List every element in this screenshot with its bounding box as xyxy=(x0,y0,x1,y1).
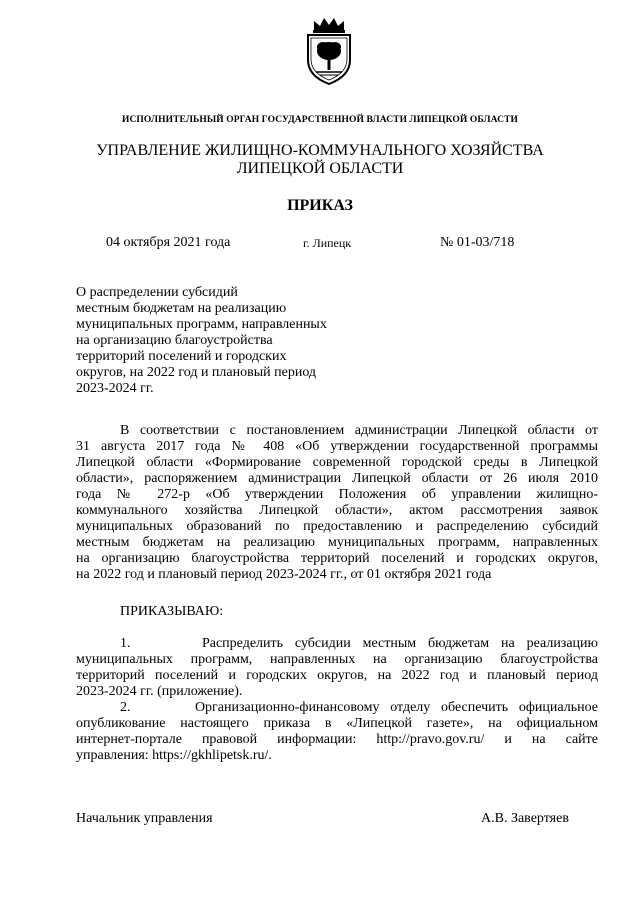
preamble-line: В соответствии с постановлением администрации Липецкой области от xyxy=(120,423,598,438)
document-title: ПРИКАЗ xyxy=(287,197,353,214)
order-items xyxy=(76,636,598,764)
order-item-line: опубликование настоящего приказа в «Липецкой газете», на официальном xyxy=(76,716,598,731)
order-item-line: территорий поселений и городских округов, на 2022 год и плановый период xyxy=(76,668,598,683)
order-item-line: муниципальных программ, направленных на организацию благоустройства xyxy=(76,652,598,667)
preamble-line: на организацию благоустройства территорий поселений и городских округов, xyxy=(76,551,598,566)
preamble-line: года № 272-р «Об утверждении Положения об управлении жилищно- xyxy=(76,487,598,502)
subject-line: 2023-2024 гг. xyxy=(76,381,154,396)
order-word: ПРИКАЗЫВАЮ: xyxy=(120,604,224,619)
org-top-line: ИСПОЛНИТЕЛЬНЫЙ ОРГАН ГОСУДАРСТВЕННОЙ ВЛАСТИ ЛИПЕЦКОЙ ОБЛАСТИ xyxy=(121,115,519,125)
document-date: 04 октября 2021 года xyxy=(106,235,231,250)
preamble-line: на 2022 год и плановый период 2023-2024 гг., от 01 октября 2021 года xyxy=(76,567,492,582)
order-item-line: интернет-портале правовой информации: http://pravo.gov.ru/ и на сайте xyxy=(76,732,598,747)
signatory-position: Начальник управления xyxy=(76,811,213,826)
document-number: № 01-03/718 xyxy=(440,235,515,250)
department-name-line-1: УПРАВЛЕНИЕ ЖИЛИЩНО-КОММУНАЛЬНОГО ХОЗЯЙСТВА xyxy=(96,142,544,159)
order-item-line: управления: https://gkhlipetsk.ru/. xyxy=(76,748,272,763)
order-item-line: 1. Распределить субсидии местным бюджетам на реализацию xyxy=(120,636,598,651)
subject-block xyxy=(76,285,376,397)
subject-line: на организацию благоустройства xyxy=(76,333,273,348)
preamble-line: 31 августа 2017 года № 408 «Об утверждении государственной программы xyxy=(76,439,598,454)
order-item-line: 2. Организационно-финансовому отделу обеспечить официальное xyxy=(120,700,598,715)
subject-line: муниципальных программ, направленных xyxy=(76,317,327,332)
preamble-line: местным бюджетам на реализацию муниципальных программ, направленных xyxy=(76,535,598,550)
subject-line: местным бюджетам на реализацию xyxy=(76,301,287,316)
preamble-line: коммунального хозяйства Липецкой области», актом рассмотрения заявок xyxy=(76,503,598,518)
subject-line: округов, на 2022 год и плановый период xyxy=(76,365,317,380)
preamble-line: муниципальных образований по предоставлению и распределению субсидий xyxy=(76,519,598,534)
preamble-line: Липецкой области «Формирование современной городской среды в Липецкой xyxy=(76,455,598,470)
department-name-line-2: ЛИПЕЦКОЙ ОБЛАСТИ xyxy=(236,160,404,177)
preamble-line: области», распоряжением администрации Липецкой области от 26 июля 2010 xyxy=(76,471,598,486)
department-name xyxy=(0,142,640,178)
preamble-paragraph xyxy=(76,423,598,583)
subject-line: территорий поселений и городских xyxy=(76,349,287,364)
document-city: г. Липецк xyxy=(303,236,352,250)
subject-line: О распределении субсидий xyxy=(76,285,238,300)
coat-of-arms-emblem xyxy=(302,16,356,86)
signatory-name: А.В. Завертяев xyxy=(481,811,569,826)
order-item-line: 2023-2024 гг. (приложение). xyxy=(76,684,243,699)
